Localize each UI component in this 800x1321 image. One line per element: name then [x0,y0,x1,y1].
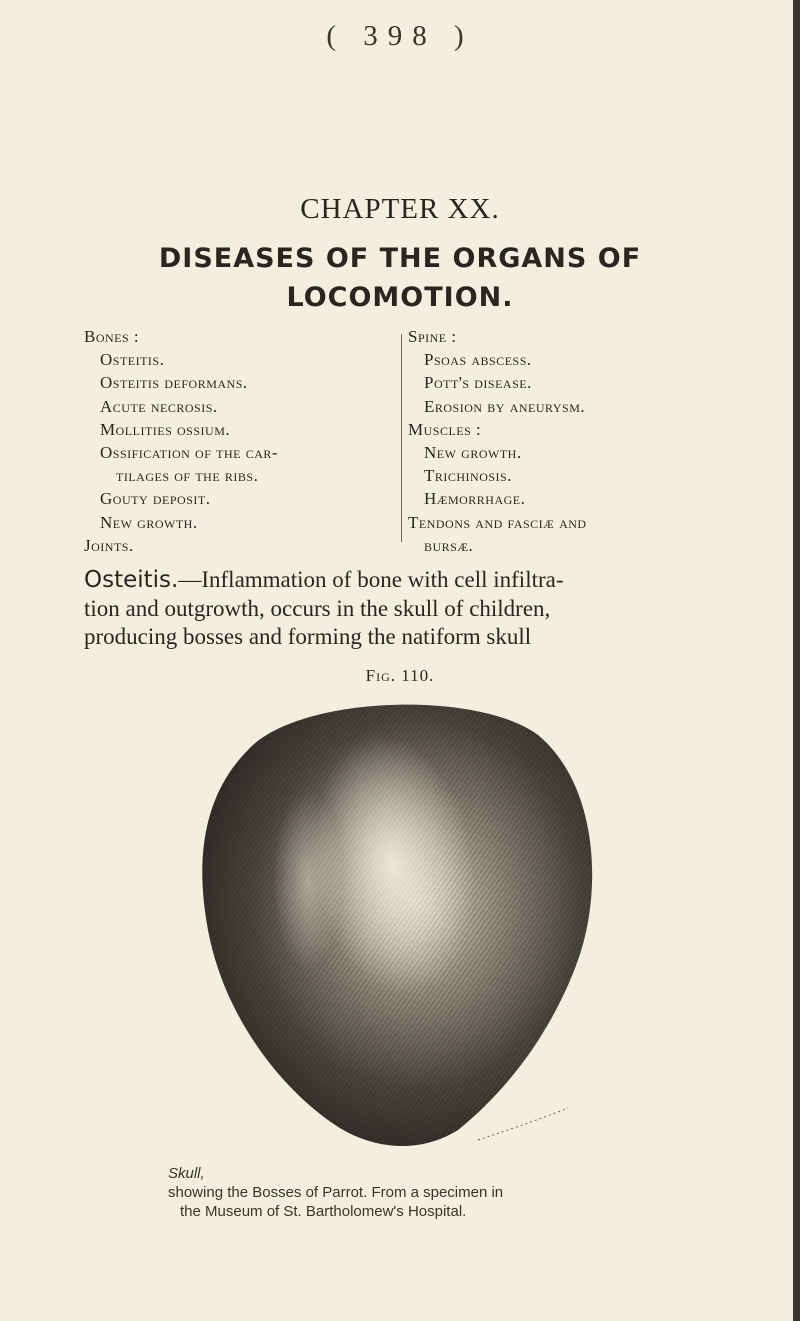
list-item: Trichinosis. [424,466,512,486]
chapter-title-line-1: DISEASES OF THE ORGANS OF [158,243,642,274]
list-item: New growth. [424,443,522,463]
list-item: Osteitis. [100,350,165,370]
caption-line-2: the Museum of St. Bartholomew's Hospital. [180,1203,467,1220]
figure-caption [168,1164,728,1221]
skull-illustration [178,690,618,1150]
paragraph-line-1: —Inflammation of bone with cell infiltra- [178,567,564,592]
list-item: Ossification of the car- [100,443,279,463]
list-item: Bones : [84,327,140,346]
body-paragraph [84,566,754,652]
list-item: Tendons and fasciæ and [408,512,587,532]
list-item: Psoas abscess. [424,350,532,370]
contents-left-column [84,325,394,557]
list-item: tilages of the ribs. [116,466,259,486]
list-item: Muscles : [408,419,482,439]
chapter-title-line-2: LOCOMOTION. [286,282,514,313]
chapter-heading: CHAPTER XX. [300,193,500,225]
paragraph-line-3: producing bosses and forming the natiform skull [84,624,532,649]
contents-right-column [408,325,748,557]
list-item: Acute necrosis. [100,396,218,416]
figure-label: Fig. 110. [365,666,435,685]
list-item: Pott's disease. [424,373,532,393]
list-item: bursæ. [424,535,474,555]
column-divider [401,334,402,542]
paragraph-lead: Osteitis. [84,567,179,593]
paragraph-line-2: tion and outgrowth, occurs in the skull of children, [84,595,551,621]
caption-italic: Skull, [168,1165,205,1182]
caption-line-1: showing the Bosses of Parrot. From a specimen in [168,1184,504,1201]
list-item: Hæmorrhage. [424,489,526,509]
list-item: Erosion by aneurysm. [424,396,586,416]
page-number: ( 398 ) [326,20,474,52]
list-item: Joints. [84,535,134,555]
list-item: Spine : [408,327,457,346]
list-item: Mollities ossium. [100,419,231,439]
list-item: New growth. [100,512,198,532]
list-item: Gouty deposit. [100,489,211,509]
list-item: Osteitis deformans. [100,373,248,393]
